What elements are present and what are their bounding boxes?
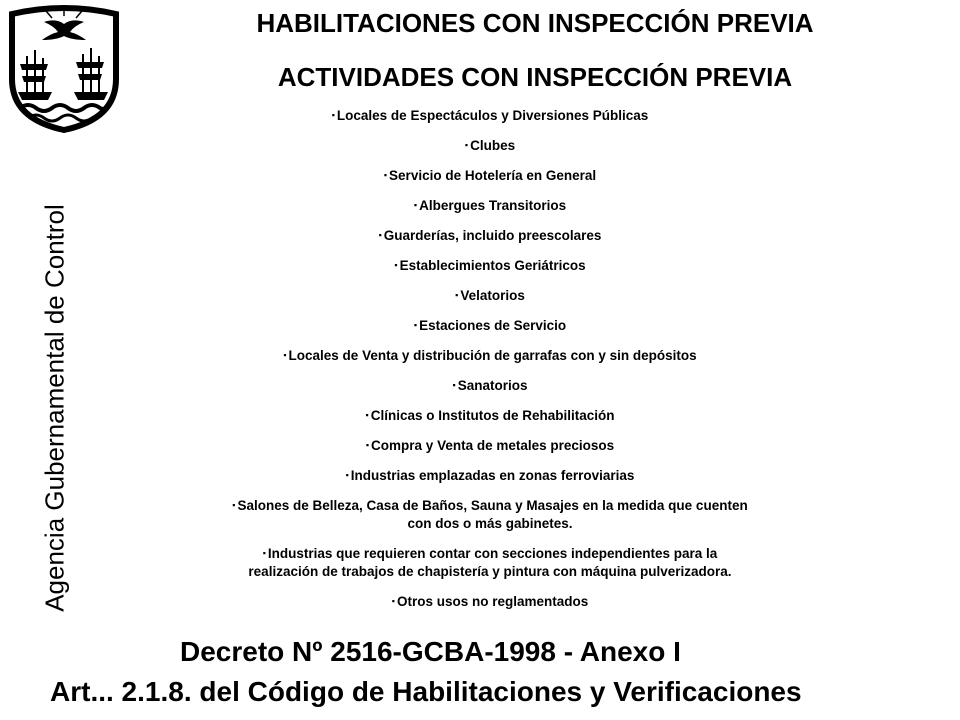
bullet-icon: ▪ bbox=[394, 260, 398, 270]
list-item-text: Servicio de Hotelería en General bbox=[389, 168, 597, 183]
list-item bbox=[230, 406, 750, 425]
list-item-text: Industrias emplazadas en zonas ferroviarias bbox=[350, 468, 635, 483]
bullet-icon: ▪ bbox=[378, 230, 382, 240]
list-item-text: Clubes bbox=[470, 138, 516, 153]
list-item bbox=[230, 226, 750, 245]
article-reference: Art... 2.1.8. del Código de Habilitaciones y Verificaciones bbox=[50, 676, 802, 707]
list-item-text: Estaciones de Servicio bbox=[419, 318, 567, 333]
section-subtitle: ACTIVIDADES CON INSPECCIÓN PREVIA bbox=[277, 62, 793, 92]
bullet-icon: ▪ bbox=[365, 410, 369, 420]
bullet-icon: ▪ bbox=[383, 170, 388, 180]
decree-reference: Decreto Nº 2516-GCBA-1998 - Anexo I bbox=[180, 636, 681, 667]
list-item-text: Sanatorios bbox=[457, 378, 528, 393]
list-item bbox=[230, 106, 750, 125]
list-item-text: Guarderías, incluido preescolares bbox=[383, 228, 602, 243]
list-item-text: Establecimientos Geriátricos bbox=[399, 258, 586, 273]
list-item-text: Velatorios bbox=[460, 288, 525, 303]
list-item bbox=[230, 466, 750, 485]
list-item-text: Salones de Belleza, Casa de Baños, Sauna y Masajes en la medida que cuenten con dos o más gabinetes. bbox=[237, 498, 748, 531]
agency-vertical-label: Agencia Gubernamental de Control bbox=[39, 204, 70, 612]
list-item-text: Industrias que requieren contar con secciones independientes para la realización de trabajos de chapistería y pintura con máquina pulverizadora. bbox=[248, 546, 732, 579]
list-item bbox=[230, 286, 750, 305]
activities-list bbox=[230, 106, 750, 622]
list-item-text: Albergues Transitorios bbox=[419, 198, 567, 213]
list-item bbox=[230, 346, 750, 365]
list-item bbox=[230, 544, 750, 581]
bullet-icon: ▪ bbox=[262, 548, 266, 558]
list-item bbox=[230, 136, 750, 155]
list-item bbox=[230, 376, 750, 395]
list-item bbox=[230, 436, 750, 455]
list-item-text: Locales de Espectáculos y Diversiones Públicas bbox=[336, 108, 649, 123]
bullet-icon: ▪ bbox=[283, 350, 287, 360]
list-item bbox=[230, 316, 750, 335]
bullet-icon: ▪ bbox=[345, 470, 349, 480]
list-item-text: Clínicas o Institutos de Rehabilitación bbox=[370, 408, 615, 423]
list-item-text: Locales de Venta y distribución de garrafas con y sin depósitos bbox=[288, 348, 697, 363]
list-item bbox=[230, 196, 750, 215]
bullet-icon: ▪ bbox=[464, 140, 469, 150]
list-item bbox=[230, 496, 750, 533]
bullet-icon: ▪ bbox=[452, 380, 456, 390]
list-item bbox=[230, 256, 750, 275]
bullet-icon: ▪ bbox=[455, 290, 459, 300]
list-item-text: Otros usos no reglamentados bbox=[396, 594, 589, 609]
coat-of-arms-icon bbox=[4, 4, 124, 134]
bullet-icon: ▪ bbox=[391, 596, 395, 606]
bullet-icon: ▪ bbox=[413, 320, 418, 330]
bullet-icon: ▪ bbox=[365, 440, 370, 450]
list-item-text: Compra y Venta de metales preciosos bbox=[371, 438, 615, 453]
bullet-icon: ▪ bbox=[413, 200, 418, 210]
list-item bbox=[230, 166, 750, 185]
bullet-icon: ▪ bbox=[232, 500, 236, 510]
bullet-icon: ▪ bbox=[331, 110, 335, 120]
list-item bbox=[230, 592, 750, 611]
page-title: HABILITACIONES CON INSPECCIÓN PREVIA bbox=[256, 8, 814, 38]
